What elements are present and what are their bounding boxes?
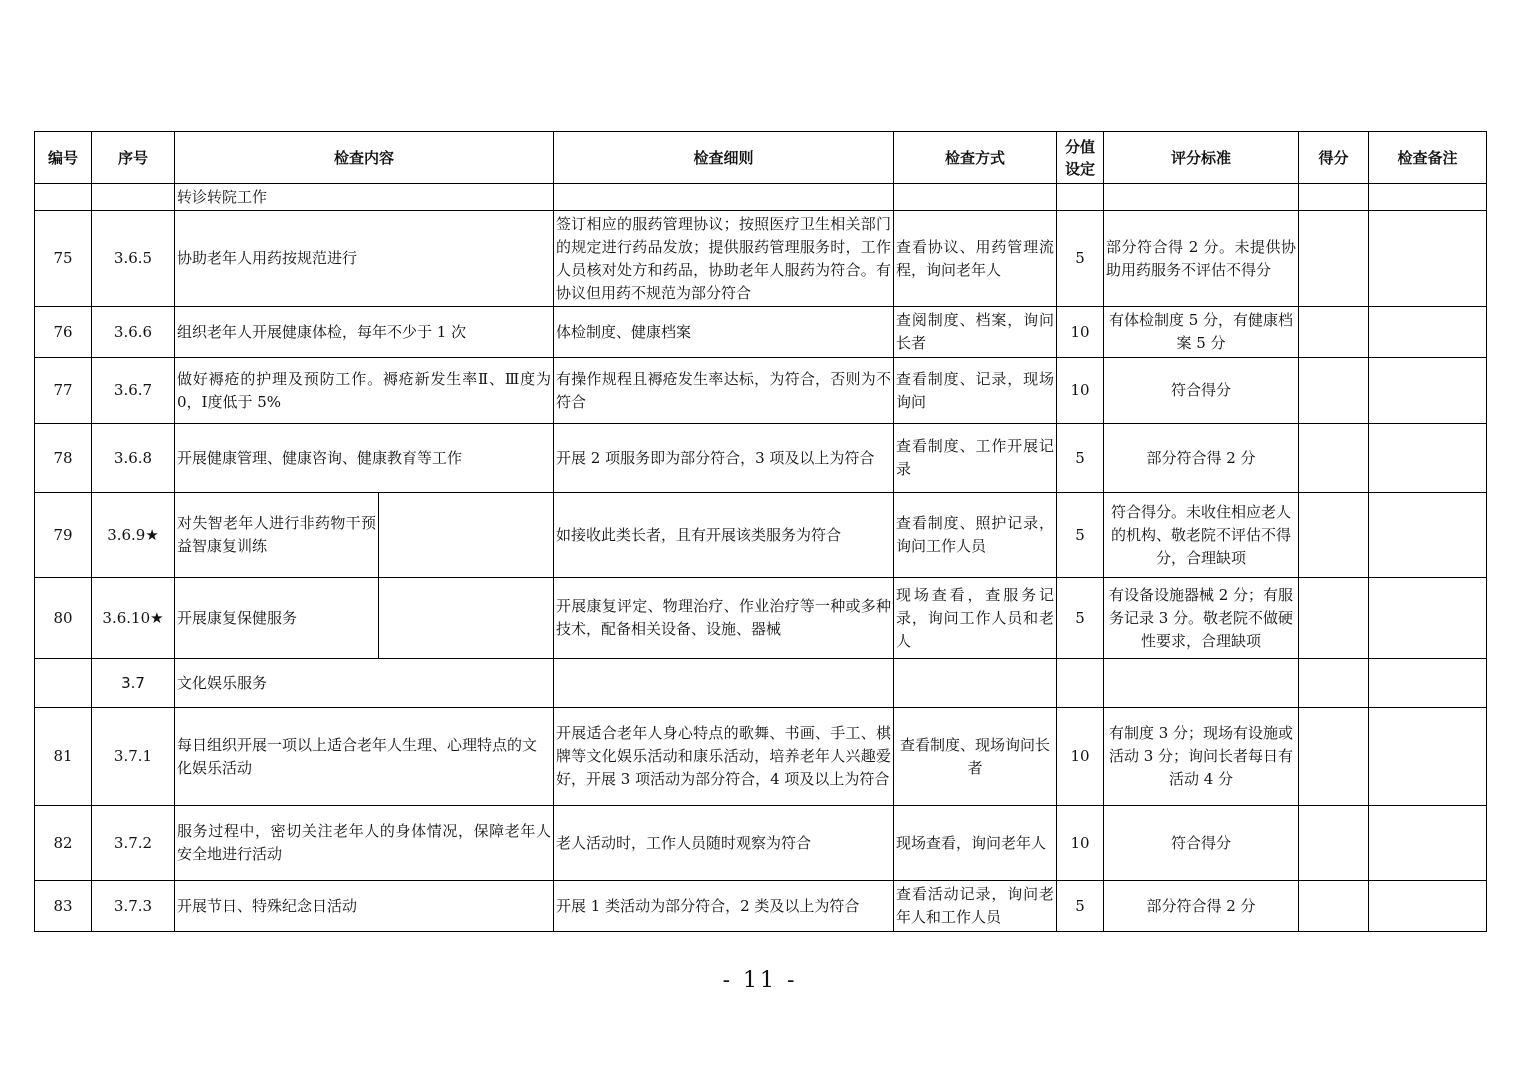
cell-method: 查看制度、记录，现场询问 — [894, 358, 1057, 424]
cell-method: 查看协议、用药管理流程，询问老年人 — [894, 211, 1057, 307]
cell-notes — [1369, 881, 1487, 932]
section-row — [35, 659, 1487, 708]
cell-got — [1299, 493, 1369, 578]
cell-detail: 体检制度、健康档案 — [554, 307, 894, 358]
cell-notes — [1369, 659, 1487, 708]
cell-detail: 如接收此类长者，且有开展该类服务为符合 — [554, 493, 894, 578]
cell-got — [1299, 659, 1369, 708]
cell-method: 查阅制度、档案，询问长者 — [894, 307, 1057, 358]
cell-notes — [1369, 806, 1487, 881]
cell-score: 5 — [1057, 881, 1104, 932]
cell-notes — [1369, 211, 1487, 307]
cell-content: 开展康复保健服务 — [175, 578, 379, 659]
cell-criteria: 符合得分。未收住相应老人的机构、敬老院不评估不得分，合理缺项 — [1104, 493, 1299, 578]
cell-detail: 开展康复评定、物理治疗、作业治疗等一种或多种技术，配备相关设备、设施、器械 — [554, 578, 894, 659]
cell-got — [1299, 806, 1369, 881]
table-row — [35, 578, 1487, 659]
inspection-table — [34, 131, 1487, 932]
cell-seq: 3.6.6 — [92, 307, 175, 358]
cell-seq: 3.6.9★ — [92, 493, 175, 578]
cell-detail: 签订相应的服药管理协议；按照医疗卫生相关部门的规定进行药品发放；提供服药管理服务时，工作人员核对处方和药品，协助老年人服药为符合。有协议但用药不规范为部分符合 — [554, 211, 894, 307]
cell-detail: 老人活动时，工作人员随时观察为符合 — [554, 806, 894, 881]
header-got: 得分 — [1299, 132, 1369, 184]
header-detail: 检查细则 — [554, 132, 894, 184]
cell-content: 转诊转院工作 — [175, 184, 554, 211]
cell-method: 查看制度、工作开展记录 — [894, 424, 1057, 493]
cell-score: 10 — [1057, 358, 1104, 424]
cell-score: 5 — [1057, 211, 1104, 307]
table-row — [35, 211, 1487, 307]
cell-seq — [92, 184, 175, 211]
cell-content: 服务过程中，密切关注老年人的身体情况，保障老年人安全地进行活动 — [175, 806, 554, 881]
cell-detail: 有操作规程且褥疮发生率达标，为符合，否则为不符合 — [554, 358, 894, 424]
cell-seq: 3.6.10★ — [92, 578, 175, 659]
cell-criteria: 符合得分 — [1104, 806, 1299, 881]
table-row — [35, 307, 1487, 358]
cell-criteria: 部分符合得 2 分 — [1104, 881, 1299, 932]
cell-criteria: 有体检制度 5 分，有健康档案 5 分 — [1104, 307, 1299, 358]
cell-got — [1299, 184, 1369, 211]
cell-got — [1299, 578, 1369, 659]
cell-criteria: 有设备设施器械 2 分；有服务记录 3 分。敬老院不做硬性要求，合理缺项 — [1104, 578, 1299, 659]
cell-content: 开展健康管理、健康咨询、健康教育等工作 — [175, 424, 554, 493]
cell-seq: 3.7.2 — [92, 806, 175, 881]
cell-content: 每日组织开展一项以上适合老年人生理、心理特点的文化娱乐活动 — [175, 708, 554, 806]
cell-criteria: 部分符合得 2 分 — [1104, 424, 1299, 493]
cell-notes — [1369, 493, 1487, 578]
cell-got — [1299, 708, 1369, 806]
table-row — [35, 424, 1487, 493]
section-number: 3.7 — [92, 659, 175, 708]
table-row — [35, 708, 1487, 806]
cell-detail — [554, 184, 894, 211]
cell-id: 80 — [35, 578, 92, 659]
cell-notes — [1369, 578, 1487, 659]
cell-method: 现场查看，查服务记录，询问工作人员和老人 — [894, 578, 1057, 659]
cell-method: 查看活动记录，询问老年人和工作人员 — [894, 881, 1057, 932]
header-score-line2: 设定 — [1065, 159, 1096, 178]
cell-score: 10 — [1057, 307, 1104, 358]
cell-id: 79 — [35, 493, 92, 578]
cell-id — [35, 184, 92, 211]
table-row — [35, 493, 1487, 578]
header-method: 检查方式 — [894, 132, 1057, 184]
cell-criteria — [1104, 184, 1299, 211]
cell-got — [1299, 307, 1369, 358]
cell-content: 做好褥疮的护理及预防工作。褥疮新发生率Ⅱ、Ⅲ度为 0，Ⅰ度低于 5% — [175, 358, 554, 424]
cell-score: 5 — [1057, 578, 1104, 659]
table-row — [35, 881, 1487, 932]
cell-content: 组织老年人开展健康体检，每年不少于 1 次 — [175, 307, 554, 358]
cell-method — [894, 659, 1057, 708]
header-id: 编号 — [35, 132, 92, 184]
cell-content: 开展节日、特殊纪念日活动 — [175, 881, 554, 932]
cell-content: 协助老年人用药按规范进行 — [175, 211, 554, 307]
cell-id: 78 — [35, 424, 92, 493]
cell-content-extra — [379, 493, 554, 578]
cell-notes — [1369, 184, 1487, 211]
cell-notes — [1369, 307, 1487, 358]
cell-method: 现场查看，询问老年人 — [894, 806, 1057, 881]
cell-seq: 3.6.7 — [92, 358, 175, 424]
cell-id — [35, 659, 92, 708]
cell-got — [1299, 211, 1369, 307]
header-criteria: 评分标准 — [1104, 132, 1299, 184]
cell-score: 10 — [1057, 708, 1104, 806]
header-notes: 检查备注 — [1369, 132, 1487, 184]
section-title: 文化娱乐服务 — [175, 659, 554, 708]
header-row — [35, 132, 1487, 184]
header-seq: 序号 — [92, 132, 175, 184]
cell-score: 5 — [1057, 424, 1104, 493]
cell-criteria: 有制度 3 分；现场有设施或活动 3 分；询问长者每日有活动 4 分 — [1104, 708, 1299, 806]
cell-detail: 开展适合老年人身心特点的歌舞、书画、手工、棋牌等文化娱乐活动和康乐活动，培养老年人兴趣爱好，开展 3 项活动为部分符合，4 项及以上为符合 — [554, 708, 894, 806]
header-content: 检查内容 — [175, 132, 554, 184]
table-row — [35, 358, 1487, 424]
cell-notes — [1369, 424, 1487, 493]
cell-criteria — [1104, 659, 1299, 708]
cell-criteria: 符合得分 — [1104, 358, 1299, 424]
header-score-line1: 分值 — [1065, 137, 1096, 156]
header-score — [1057, 132, 1104, 184]
cell-content-extra — [379, 578, 554, 659]
cell-got — [1299, 424, 1369, 493]
table-row — [35, 184, 1487, 211]
cell-id: 76 — [35, 307, 92, 358]
cell-detail: 开展 1 类活动为部分符合，2 类及以上为符合 — [554, 881, 894, 932]
cell-score: 10 — [1057, 806, 1104, 881]
cell-detail: 开展 2 项服务即为部分符合，3 项及以上为符合 — [554, 424, 894, 493]
cell-id: 82 — [35, 806, 92, 881]
page-number: - 11 - — [722, 968, 798, 993]
cell-content: 对失智老年人进行非药物干预益智康复训练 — [175, 493, 379, 578]
cell-method: 查看制度、照护记录，询问工作人员 — [894, 493, 1057, 578]
cell-seq: 3.7.1 — [92, 708, 175, 806]
cell-got — [1299, 358, 1369, 424]
cell-id: 75 — [35, 211, 92, 307]
cell-seq: 3.7.3 — [92, 881, 175, 932]
table-row — [35, 806, 1487, 881]
cell-got — [1299, 881, 1369, 932]
cell-criteria: 部分符合得 2 分。未提供协助用药服务不评估不得分 — [1104, 211, 1299, 307]
cell-detail — [554, 659, 894, 708]
cell-notes — [1369, 708, 1487, 806]
cell-score — [1057, 659, 1104, 708]
cell-id: 81 — [35, 708, 92, 806]
cell-id: 77 — [35, 358, 92, 424]
cell-notes — [1369, 358, 1487, 424]
cell-method: 查看制度、现场询问长者 — [894, 708, 1057, 806]
cell-score — [1057, 184, 1104, 211]
cell-seq: 3.6.8 — [92, 424, 175, 493]
cell-score: 5 — [1057, 493, 1104, 578]
cell-id: 83 — [35, 881, 92, 932]
cell-seq: 3.6.5 — [92, 211, 175, 307]
cell-method — [894, 184, 1057, 211]
